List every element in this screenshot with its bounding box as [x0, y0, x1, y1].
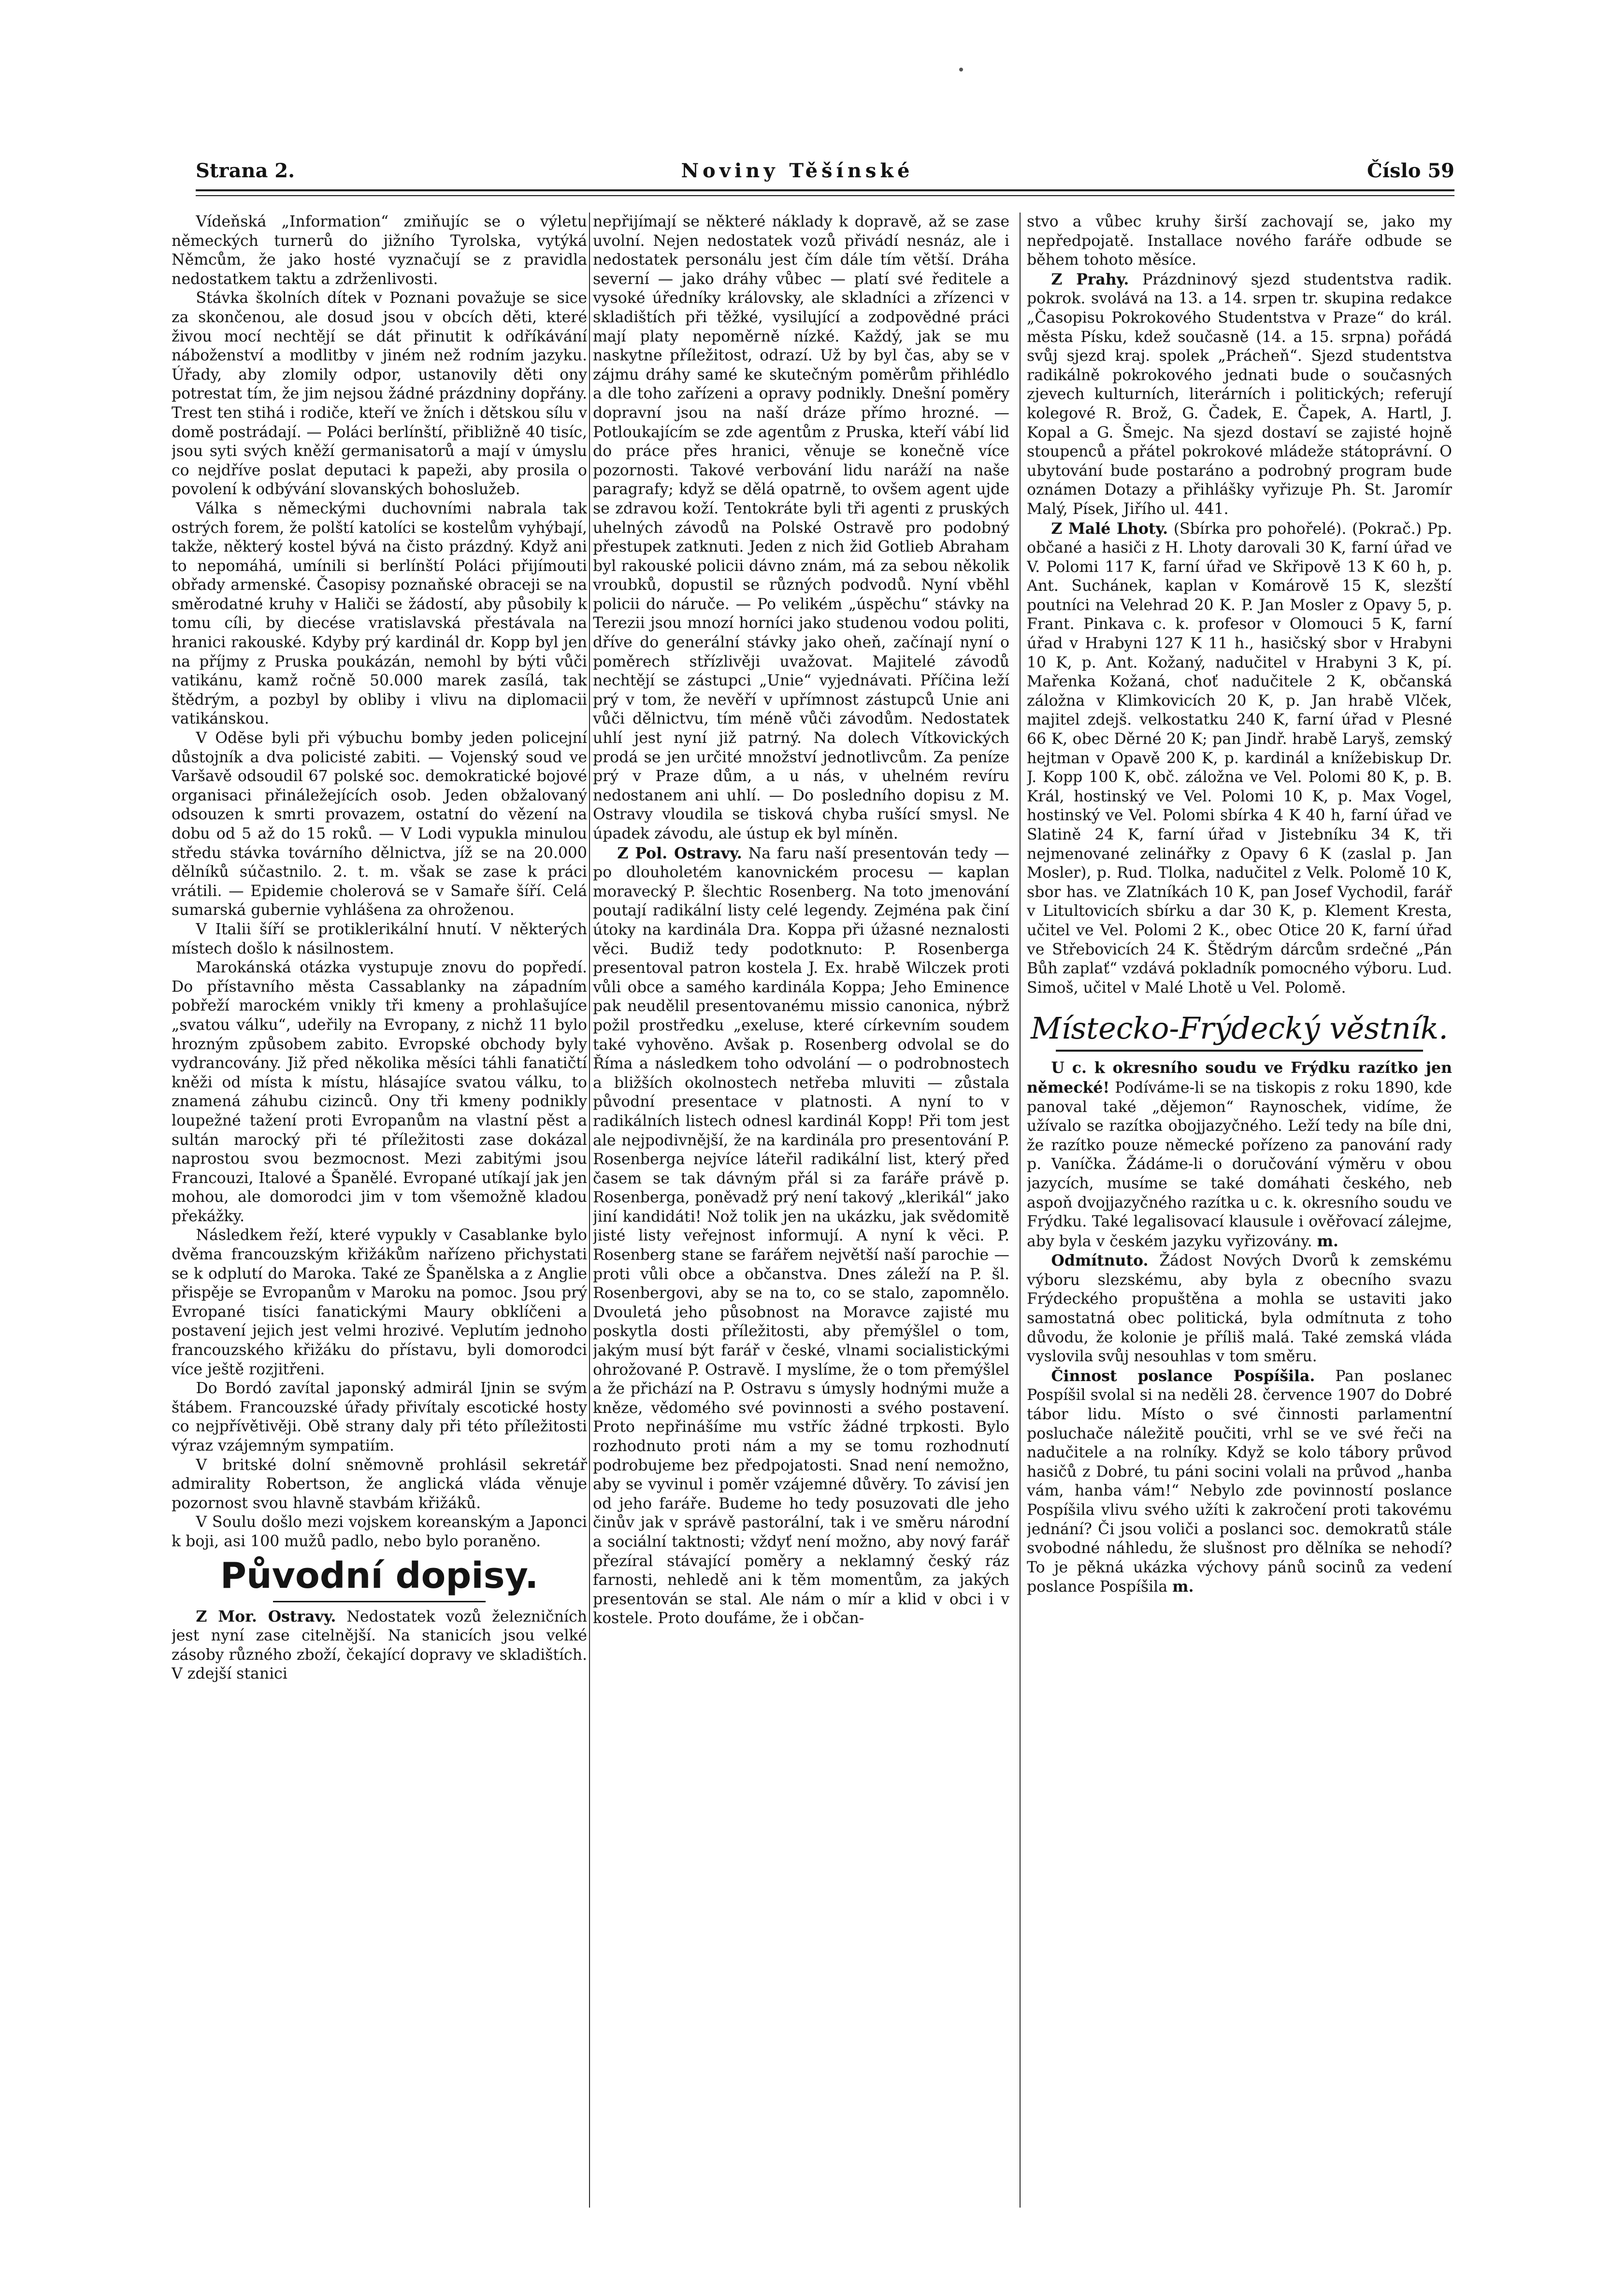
article-paragraph: Vídeňská „Information“ zmiňujíc se o výletu německých turnerů do jižního Tyrolska, vytýká Němcům, že jako hosté vyznačují se z pravidla nedostatkem taktu a zdrženlivosti. [172, 213, 587, 288]
article-paragraph [593, 844, 1009, 1628]
article-text: Prázdninový sjezd studentstva radik. pokrok. svolává na 13. a 14. srpen tr. skupina redakce „Časopisu Pokrokového Studentstva v Praze“ do král. města Písku, kdež současně (14. a 15. srpna) pořádá svůj sjezd kraj. spolek „Prácheň“. Sjezd studentstva radikálně pokrokového jednati bude o současných zjevech kulturních, literárních i politických; referují kolegové R. Brož, G. Čadek, E. Čapek, A. Hartl, J. Kopal a G. Šmejc. Na sjezd dostaví se zajisté hojně stoupenců a přátel pokrokové mládeže státoprávní. O ubytování bude postaráno a podrobný program bude oznámen Dotazy a přihlášky vyřizuje Ph. St. Jaromír Malý, Písek, Jiřího ul. 441. [1027, 271, 1452, 518]
column-divider [589, 213, 590, 2208]
article-paragraph: Stávka školních dítek v Poznani považuje se sice za skončenou, ale dosud jsou v obcích děti, které živou mocí nechtějí se dát přinutit k odříkávání náboženství a modlitby v jiném než rodním jazyku. Úřady, aby zlomily odpor, ustanovily děti ony potrestat tím, že jim nejsou žádné prázdniny dopřány. Trest ten stihá i rodiče, kteří ve žních i dětskou sílu v domě postrádají. — Poláci berlínští, přibližně 40 tisíc, jsou syti svých kněží germanisatorů a mají v úmyslu co nejdříve poslat deputaci k papeži, aby prosila o povolení k odbývání slovanských bohoslužeb. [172, 289, 587, 499]
column-2 [593, 213, 1009, 2212]
article-text: Žádost Nových Dvorů k zemskému výboru slezskému, aby byla z obecního svazu Frýdeckého propuštěna a mohla se ustaviti jako samostatná obec politická, byla odmítnuta z toho důvodu, že kolonie je příliš malá. Také zemská vláda vyslovila svůj nesouhlas v tom směru. [1027, 1252, 1452, 1366]
header-rule [196, 189, 1454, 191]
article-paragraph [1027, 270, 1452, 519]
article-paragraph [172, 1607, 587, 1684]
article-text: Nedostatek vozů železničních jest nyní zase citelnější. Na stanicích jsou velké zásoby různého zboží, čekající dopravy ve skladištích. V zdejší stanici [172, 1608, 587, 1683]
article-paragraph [1027, 1251, 1452, 1367]
column-3 [1027, 213, 1452, 2212]
headline: U c. k okresního soudu ve Frýdku razítko jen německé! [1027, 1059, 1452, 1097]
issue-number: Číslo 59 [1367, 159, 1454, 182]
article-paragraph: Následkem řeží, které vypukly v Casablanke bylo dvěma francouzským křižákům nařízeno přichystati se k odplutí do Maroka. Také ze Španělska a z Anglie přispěje se Evropanům v Maroku na pomoc. Jsou prý Evropané tisíci fanatickými Maury obklíčeni a postavení jejich jest velmi hrozivé. Veplutím jednoho francouzského křižáku do přístavu, byli domorodci více ještě rozjitřeni. [172, 1226, 587, 1378]
masthead: Noviny Těšínské [681, 159, 914, 182]
signature: m. [1317, 1232, 1338, 1250]
article-paragraph [1027, 1058, 1452, 1251]
article-paragraph: V britské dolní sněmovně prohlásil sekretář admirality Robertson, že anglická vláda věnuje pozornost svou hlavně stavbám křižáků. [172, 1456, 587, 1512]
scan-speck [959, 68, 963, 71]
article-text: Podíváme-li se na tiskopis z roku 1890, kde panoval také „dějemon“ Raynoschek, vidíme, že užívalo se razítka obojjazyčného. Leží tedy na bíle dni, že razítko pouze německé pořízeno za panování rady p. Vaníčka. Žádáme-li o doručování výměru v obou jazycích, musíme se také domáhati českého, neb aspoň dvojjazyčného razítka u c. k. okresního soudu ve Frýdku. Také legalisovací klausule i ověřovací zálejme, aby byla v českém jazyku vyřizovány. [1027, 1079, 1452, 1250]
section-heading: Místecko-Frýdecký věstník. [1031, 1011, 1448, 1046]
headline: Odmítnuto. [1051, 1252, 1149, 1270]
article-paragraph [1027, 519, 1452, 998]
article-paragraph: Marokánská otázka vystupuje znovu do popředí. Do přístavního města Cassablanky na západním pobřeží marockém vnikly tři kmeny a prohlašujíce „svatou válku“, udeřily na Evropany, z nichž 11 bylo hrozným způsobem zabito. Evropské obchody byly vydrancovány. Již před několika měsíci táhli fanatičtí kněži od místa k místu, hlásajíce svatou válku, to znamená záhubu cizinců. Ony tři kmeny podnikly loupežné tažení proti Evropanům na vlastní pěst a sultán marocký při té příležitosti zase dokázal naprostou svou bezmocnost. Mezi zabitými jsou Francouzi, Italové a Španělé. Evropané utíkají jak jen mohou, ale domorodci jim v tom všemožně kladou překážky. [172, 959, 587, 1225]
section-rule [1056, 1050, 1423, 1052]
header-rule-thin [196, 195, 1454, 196]
dateline: Z Prahy. [1051, 270, 1129, 288]
dateline: Z Mor. Ostravy. [196, 1607, 336, 1626]
article-paragraph: Válka s německými duchovními nabrala tak ostrých forem, že polští katolíci se kostelům vyhýbají, takže, některý kostel bývá na čisto prázdný. Když ani to nepomáhá, umínili si berlínští Poláci přijímouti obřady armenské. Časopisy poznaňské obraceji se na směrodatné kruhy v Haliči se žádostí, aby působily k tomu cíli, by diecése vratislavská přestávala na hranici rakouské. Kdyby prý kardinál dr. Kopp byl jen na příjmy z Pruska poukázán, nemohl by býti vůči vatikánu, kamž ročně 50.000 marek zasílá, tak štědrým, a pozbyl by obliby i vlivu na diplomacii vatikánskou. [172, 499, 587, 728]
headline: Činnost poslance Pospíšila. [1051, 1367, 1315, 1385]
article-paragraph [1027, 1367, 1452, 1597]
article-paragraph: V Soulu došlo mezi vojskem koreanským a Japonci k boji, asi 100 mužů padlo, nebo bylo poraněno. [172, 1513, 587, 1550]
article-paragraph: V Odĕse byli při výbuchu bomby jeden policejní důstojník a dva policisté zabiti. — Vojenský soud ve Varšavě odsoudil 67 polské soc. demokratické bojové organisaci přináležejících osob. Jeden obžalovaný odsouzen k smrti provazem, ostatní do vězení na dobu od 5 až do 15 roků. — V Lodi vypukla minulou středu stávka továrního dělnictva, jíž se na 20.000 dělníků súčastnilo. 2. t. m. však se zase k práci vrátili. — Epidemie cholerová se v Samaře šíří. Celá sumarská gubernie vyhlášena za ohroženou. [172, 729, 587, 919]
dateline: Z Malé Lhoty. [1051, 519, 1168, 538]
article-paragraph: stvo a vůbec kruhy širší zachovají se, jako my nepředpojatě. Installace nového faráře odbude se během tohoto měsíce. [1027, 213, 1452, 269]
article-text: Na faru naší presentován tedy — po dlouholetém kanovnickém procesu — kaplan moravecký P. šlechtic Rosenberg. Na toto jmenování poutají radikální listy celé legendy. Zejména pak činí útoky na kardinála Dra. Koppa při úžasné neznalosti věci. Budiž tedy podotknuto: P. Rosenberga presentoval patron kostela J. Ex. hrabě Wilczek proti vůli obce a samého kardinála Koppa; Jeho Eminence pak neudělil presentovanému missio canonica, nýbrž požil prostředku „exeluse, které církevním soudem také vyhověno. Avšak p. Rosenberg odvolal se do Říma a následkem toho odvolání — o podrobnostech a bližších okolnostech netřeba mluviti — zůstala původní presentace v platnosti. A nyní to v radikálních listech odnesl kardinál Kopp! Při tom jest ale nejpodivnější, že na kardinála pro presentování P. Rosenberga nejvíce láteřil radikální list, který před časem se tak dávným přál si za faráře právě p. Rosenberga, poněvadž prý není takový „klerikál“ jako jiní kandidáti! Nož tolik jen na ukázku, jak svědomitě jisté listy veřejnost informují. A nyní k věci. P. Rosenberg stane se farářem největší naší parochie — proti vůli obce a občanstva. Dnes záleží na P. šl. Rosenbergovi, aby se na to, co se stalo, zapomnělo. Dvouletá jeho působnost na Moravce zajisté mu poskytla dosti příležitosti, aby přemýšlel o tom, jakým musí být farář v české, vlnami socialistickými ohrožované P. Ostravě. I myslíme, že o tom přemýšlel a že přichází na P. Ostravu s úmysly hodnými muže a kněze, vědomého své povinnosti a svého postavení. Proto nepřinášíme mu vstříc žádné trpkosti. Bylo rozhodnuto proti nám a my se tomu rozhodnutí podrobujeme bez předpojatosti. Snad není nemožno, aby se vyvinul i poměr vzájemné důvěry. To závisí jen od jeho faráře. Budeme ho tedy posuzovati dle jeho činův jak v správě pastorální, tak i ve směru národní a sociální taktnosti; vždyť není možno, aby nový farář přezíral stávající poměry a neklamný český ráz farnosti, nehledě ani k těm momentům, za jakých presentován se stal. Ale nám o mír a klid v obci i v kostele. Proto doufáme, že i občan- [593, 844, 1009, 1627]
article-paragraph: nepřijímají se některé náklady k dopravě, až se zase uvolní. Nejen nedostatek vozů přivádí nesnáz, ale i nedostatek personálu jest čím dále tím větší. Dráha severní — jako dráhy vůbec — platí své ředitele a vysoké úředníky královsky, ale skladníci a zřízenci v skladištích při těžké, vysilující a zodpovědné práci mají platy nepoměrně nízké. Každý, jak se mu naskytne příležitost, odrazí. Už by byl čas, aby se v zájmu dráhy samé ke skutečným poměrům přihlédlo a dle toho zařízeni a opravy podnikly. Dnešní poměry dopravní jsou na naší dráze přímo hrozné. — Potloukajícím se zde agentům z Pruska, kteří vábí lid do práce přes hranici, věnuje se konečně více pozornosti. Takové verbování lidu naráží na naše paragrafy; když se dělá opatrně, to ovšem agent ujde se zdravou koží. Tentokráte byli tři agenti z pruských uhelných závodů na Polské Ostravě pro podobný přestupek zatknuti. Jeden z nich žid Gotlieb Abraham byl rakouské policii dávno znám, má za sebou několik vroubků, dopustil se různých podvodů. Nyní vběhl policii do náruče. — Po velikém „úspěchu“ stávky na Terezii jsou mnozí horníci jako studenou vodou politi, dříve do generální stávky jako oheň, začínají nyní o poměrech střízlivěji uvažovat. Majitelé závodů nechtějí se zástupci „Unie“ vyjednávati. Příčina leží prý v tom, že nevěří v upřímnost zástupců Unie ani vůči dělnictvu, tím méně vůči závodům. Nedostatek uhlí jest nyní již patrný. Na dolech Vítkovických prodá se jen určité množství jednotlivcům. Za peníze prý v Praze dům, a u nás, v uhelném revíru nedostanem ani uhlí. — Do posledního dopisu z M. Ostravy vloudila se tisková chyba rušící smysl. Ne úpadek závodu, ale ústup ek byl míněn. [593, 213, 1009, 842]
article-text: (Sbírka pro pohořelé). (Pokrač.) Pp. občané a hasiči z H. Lhoty darovali 30 K, farní úřad ve V. Polomi 117 K, farní úřad ve Skřipově 13 K 60 h, p. Ant. Suchánek, kaplan v Komárově 15 K, slezští poutníci na Velehrad 20 K. P. Jan Mosler z Opavy 5, p. Frant. Pinkava c. k. profesor v Olomouci 5 K, farní úřad v Hrabyni 127 K 11 h., hasičský sbor v Hrabyni 10 K, p. Ant. Kožaný, nadučitel v Hrabyni 3 K, pí. Mařenka Kožaná, choť nadučitele 2 K, občanská záložna v Klimkovicích 20 K, p. Jan hrabě Vlček, majitel zdejš. velkostatku 240 K, farní úřad v Plesné 66 K, obec Děrné 20 K; pan Jindř. hrabě Laryš, zemský hejtman v Opavě 200 K, p. kardinál a knížebiskup Dr. J. Kopp 100 K, obč. záložna ve Vel. Polomi 80 K, p. B. Král, hostinský ve Vel. Polomi 10 K, p. Max Vogel, hostinský ve Vel. Polomi sbírka 4 K 40 h, farní úřad ve Slatině 24 K, farní úřad v Jistebníku 34 K, tři nejmenované zelinářky z Opavy 6 K (zaslal p. Jan Mosler), p. Rud. Tlolka, nadučitel z Velk. Polomě 10 K, sbor has. ve Zlatníkách 10 K, pan Josef Vychodil, farář v Litultovicích sbírku a dar 30 K, p. Klement Kresta, učitel ve Vel. Polomi 2 K., obec Otice 20 K, farní úřad ve Střebovicích 24 K. Štědrým dárcům srdečné „Pán Bůh zaplať“ vzdává pokladník pomocného výboru. Lud. Simoš, učitel v Malé Lhotě u Vel. Polomě. [1027, 520, 1452, 997]
column-1 [172, 213, 587, 2212]
section-heading: Původní dopisy. [220, 1554, 539, 1597]
dateline: Z Pol. Ostravy. [617, 844, 742, 862]
article-text: Pan poslanec Pospíšil svolal si na neděli 28. července 1907 do Dobré tábor lidu. Místo o své činnosti parlamentní posluchače náležitě poučiti, vrhl se ve své řeči na nadučitele a na rolníky. Když se kolo tábory průvod hasičů z Dobré, tu páni socini volali na průvod „hanba vám, hanba vám!“ Nebylo zde povinností poslance Pospíšila vlivu svého užíti k zakročení proti takovému jednání? Či jsou voliči a poslanci soc. demokratů stále svobodné náhledu, že slušnost pro dělníka se nehodí? To je pěkná ukázka výchovy pánů socinů za vedení poslance Pospíšila [1027, 1367, 1452, 1596]
page-number: Strana 2. [196, 159, 295, 182]
signature: m. [1172, 1578, 1194, 1596]
article-paragraph: V Italii šíří se protiklerikální hnutí. V některých místech došlo k násilnostem. [172, 920, 587, 957]
section-rule [273, 1601, 486, 1602]
article-paragraph: Do Bordó zavítal japonský admirál Ijnin se svým štábem. Francouzské úřady přivítaly escotické hosty co nejpřívětivěji. Obě strany daly při této příležitosti výraz vzájemným sympatiím. [172, 1380, 587, 1455]
column-divider [1020, 213, 1021, 2208]
